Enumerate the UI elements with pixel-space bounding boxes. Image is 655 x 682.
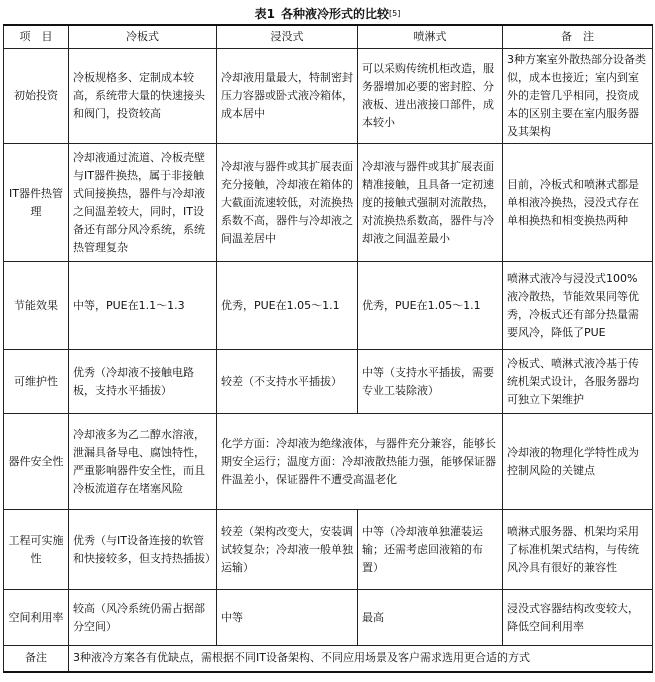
cell-spray: 可以采购传统机柜改造，服务器增加必要的密封腔、分液板、进出液接口部件，成本较小 bbox=[358, 49, 503, 144]
cell-spray: 冷却液与器件或其扩展表面精准接触，且具备一定初速度的接触式强制对流散热，对流换热系数高，器件与冷却液之间温差最小 bbox=[358, 144, 503, 262]
table-row bbox=[4, 49, 653, 144]
cell-spray: 中等（支持水平插拔，需要专业工装除液） bbox=[358, 350, 503, 414]
reference-mark: [5] bbox=[389, 8, 401, 18]
cell-cold-plate: 冷板规格多、定制成本较高，系统带大量的快速接头和阀门，投资较高 bbox=[69, 49, 217, 144]
table-row bbox=[4, 144, 653, 262]
row-item: 初始投资 bbox=[4, 49, 69, 144]
cell-cold-plate: 优秀（冷却液不接触电路板，支持水平插拔） bbox=[69, 350, 217, 414]
row-item: 节能效果 bbox=[4, 262, 69, 350]
table-caption bbox=[0, 0, 655, 24]
row-item: 工程可实施性 bbox=[4, 510, 69, 590]
table-title: 各种液冷形式的比较 bbox=[281, 6, 390, 21]
table-row bbox=[4, 414, 653, 510]
liquid-cooling-comparison-table bbox=[3, 24, 653, 673]
cell-immersion: 中等 bbox=[217, 590, 358, 646]
cell-immersion: 较差（不支持水平插拔） bbox=[217, 350, 358, 414]
table-row bbox=[4, 590, 653, 646]
row-item: 器件安全性 bbox=[4, 414, 69, 510]
row-item: IT器件热管理 bbox=[4, 144, 69, 262]
header-cold-plate: 冷板式 bbox=[69, 25, 217, 49]
row-item: 备注 bbox=[4, 646, 69, 672]
row-item: 可维护性 bbox=[4, 350, 69, 414]
header-row bbox=[4, 25, 653, 49]
cell-cold-plate: 优秀（与IT设备连接的软管和快接较多，但支持热插拔） bbox=[69, 510, 217, 590]
cell-spray: 中等（冷却液单独灌装运输；还需考虑回液箱的布置） bbox=[358, 510, 503, 590]
cell-immersion: 优秀，PUE在1.05～1.1 bbox=[217, 262, 358, 350]
cell-cold-plate: 冷却液多为乙二醇水溶液，泄漏具备导电、腐蚀特性，严重影响器件安全性，而且冷板流道存在堵塞风险 bbox=[69, 414, 217, 510]
header-note: 备 注 bbox=[503, 25, 653, 49]
header-immersion: 浸没式 bbox=[217, 25, 358, 49]
cell-immersion: 冷却液与器件或其扩展表面充分接触，冷却液在箱体的大截面流速较低，对流换热系数不高，器件与冷却液之间温差居中 bbox=[217, 144, 358, 262]
table-number: 表1 bbox=[254, 6, 275, 21]
header-item: 项 目 bbox=[4, 25, 69, 49]
cell-note: 喷淋式服务器、机架均采用了标准机架式结构，与传统风冷具有很好的兼容性 bbox=[503, 510, 653, 590]
cell-cold-plate: 较高（风冷系统仍需占据部分空间） bbox=[69, 590, 217, 646]
cell-cold-plate: 冷却液通过流道、冷板壳壁与IT器件换热，属于非接触式间接换热，器件与冷却液之间温差较大，同时，IT设备还有部分风冷系统，系统热管理复杂 bbox=[69, 144, 217, 262]
cell-note: 冷却液的物理化学特性成为控制风险的关键点 bbox=[503, 414, 653, 510]
cell-immersion: 冷却液用量最大，特制密封压力容器或卧式液冷箱体，成本居中 bbox=[217, 49, 358, 144]
cell-cold-plate: 中等，PUE在1.1～1.3 bbox=[69, 262, 217, 350]
table-row bbox=[4, 646, 653, 672]
table-row bbox=[4, 350, 653, 414]
cell-note: 喷淋式液冷与浸没式100%液冷散热，节能效果同等优秀，冷板式还有部分热量需要风冷，降低了PUE bbox=[503, 262, 653, 350]
cell-summary: 3种液冷方案各有优缺点，需根据不同IT设备架构、不同应用场景及客户需求选用更合适的方式 bbox=[69, 646, 653, 672]
cell-immersion: 较差（架构改变大，安装调试较复杂；冷却液一般单独运输） bbox=[217, 510, 358, 590]
table-row bbox=[4, 262, 653, 350]
cell-note: 冷板式、喷淋式液冷基于传统机架式设计，各服务器均可独立下架维护 bbox=[503, 350, 653, 414]
cell-note: 目前，冷板式和喷淋式都是单相液冷换热，浸没式存在单相换热和相变换热两种 bbox=[503, 144, 653, 262]
header-spray: 喷淋式 bbox=[358, 25, 503, 49]
cell-note: 3种方案室外散热部分设备类似，成本也接近；室内到室外的走管几乎相同，投资成本的区别主要在室内服务器及其架构 bbox=[503, 49, 653, 144]
table-row bbox=[4, 510, 653, 590]
cell-spray: 最高 bbox=[358, 590, 503, 646]
cell-spray: 优秀，PUE在1.05～1.1 bbox=[358, 262, 503, 350]
cell-note: 浸没式容器结构改变较大，降低空间利用率 bbox=[503, 590, 653, 646]
row-item: 空间利用率 bbox=[4, 590, 69, 646]
cell-immersion-spray-merged: 化学方面：冷却液为绝缘液体，与器件充分兼容，能够长期安全运行；温度方面：冷却液散热能力强，能够保证器件温差小，保证器件不遭受高温老化 bbox=[217, 414, 503, 510]
